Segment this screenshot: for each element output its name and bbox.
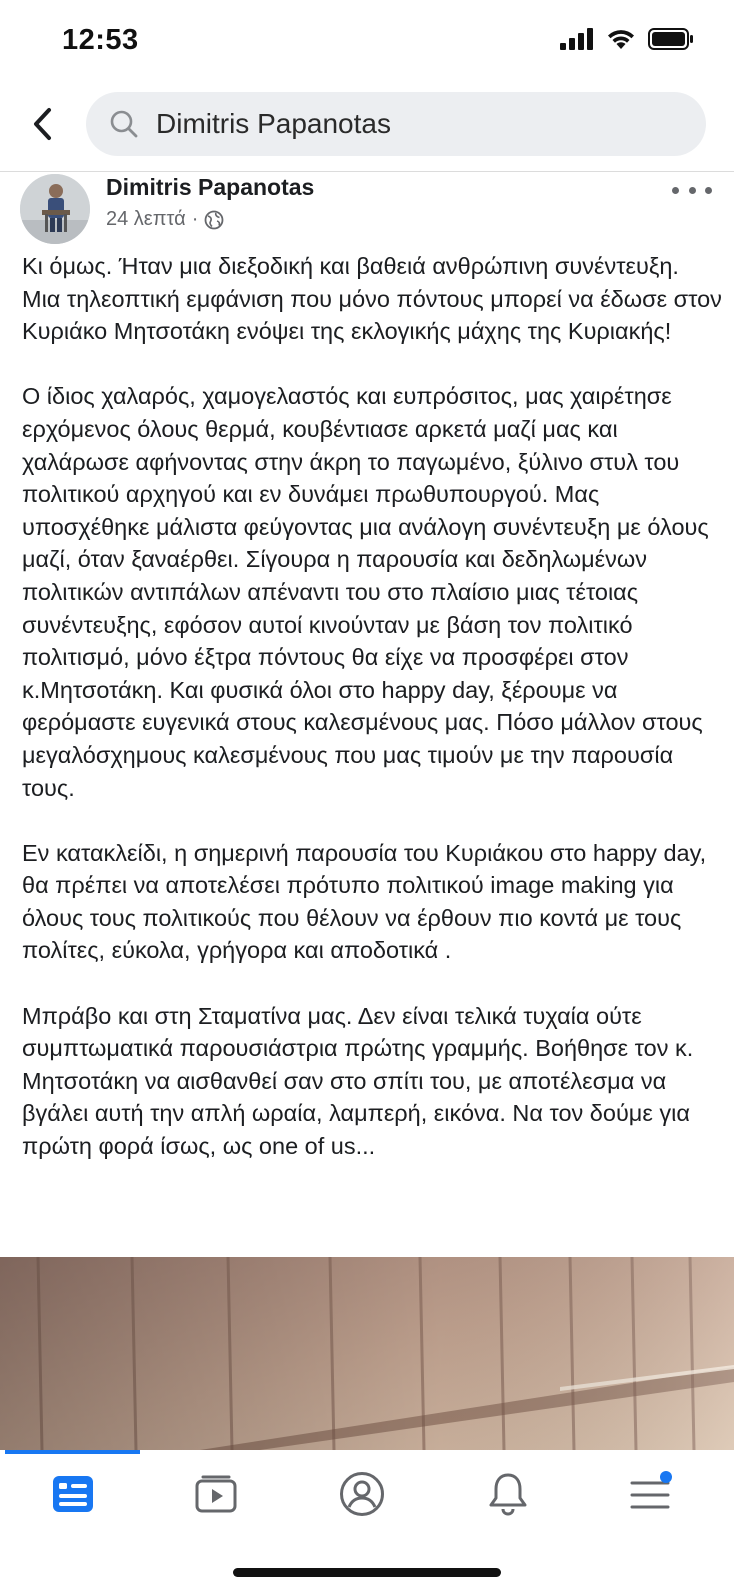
post-meta xyxy=(106,208,224,231)
search-icon xyxy=(108,108,140,140)
wifi-icon xyxy=(606,28,636,50)
search-input[interactable] xyxy=(86,92,706,156)
globe-icon xyxy=(204,210,224,230)
post-paragraph: Κι όμως. Ήταν μια διεξοδική και βαθειά ανθρώπινη συνέντευξη. Μια τηλεοπτική εμφάνιση που μόνο πόντους μπορεί να έδωσε στον Κυριάκο Μητσοτάκη ενόψει της εκλογικής μάχης της Κυριακής! xyxy=(22,253,722,345)
post-time[interactable]: 24 λεπτά xyxy=(106,208,186,230)
bottom-nav xyxy=(0,1450,734,1590)
post-paragraph: Εν κατακλείδι, η σημερινή παρουσία του Κυριάκου στο happy day, θα πρέπει να αποτελέσει πρότυπο πολιτικού image making για όλους τους πολιτικούς που θέλουν να έρθουν πιο κοντά με τους πολίτες, εύκολα, γρήγορα και αποδοτικά . xyxy=(22,839,707,964)
post-header xyxy=(0,172,734,252)
profile-icon xyxy=(339,1471,385,1517)
avatar[interactable] xyxy=(20,174,90,244)
menu-badge xyxy=(660,1471,672,1483)
status-bar xyxy=(0,0,734,80)
battery-icon xyxy=(648,28,694,50)
status-time: 12:53 xyxy=(62,24,139,56)
signal-icon xyxy=(560,28,594,50)
notifications-bell-icon xyxy=(487,1471,529,1517)
menu-icon xyxy=(628,1471,674,1517)
home-indicator[interactable] xyxy=(233,1568,501,1577)
post-photo[interactable] xyxy=(0,1257,734,1450)
watch-video-icon xyxy=(193,1474,239,1514)
post-paragraph: Ο ίδιος χαλαρός, χαμογελαστός και ευπρόσιτος, μας χαιρέτησε ερχόμενος όλους θερμά, κουβέντιασε αρκετά μαζί μας και χαλάρωσε αφήνοντας στην άκρη το παγωμένο, ξύλινο στυλ του πολιτικού αρχηγού και εν δυνάμει πρωθυπουργού. Μας υποσχέθηκε μάλιστα φεύγοντας μια ανάλογη συνέντευξη με όλους μαζί, όταν ξαναέρθει. Σίγουρα η παρουσία και δεδηλωμένων πολιτικών αντιπάλων απέναντι του στο πλαίσιο μιας τέτοιας συνέντευξης, εφόσον αυτοί κινούνταν με βάση τον πολιτικό πολιτισμό, μόνο έξτρα πόντους θα είχε να προσφέρει στον κ.Μητσοτάκη. Και φυσικά όλοι στο happy day, ξέρουμε να φερόμαστε ευγενικά στους καλεσμένους μας. Πόσο μάλλον στους μεγαλόσχημους καλεσμένους που μας τιμούν με την παρουσία τους. xyxy=(22,383,709,801)
nav-watch[interactable] xyxy=(186,1464,246,1524)
nav-menu[interactable] xyxy=(621,1464,681,1524)
status-icons xyxy=(560,28,694,50)
post-paragraph: Μπράβο και στη Σταματίνα μας. Δεν είναι τελικά τυχαία ούτε συμπτωματικά παρουσιάστρια πρώτης γραμμής. Βοήθησε τον κ. Μητσοτάκη να αισθανθεί σαν στο σπίτι του, με αποτέλεσμα να βγάλει αυτή την απλή ωραία, λαμπερή, εικόνα. Να τον δούμε για πρώτη φορά ίσως, ως one of us... xyxy=(22,1002,694,1160)
search-header xyxy=(0,80,734,172)
search-query: Dimitris Papanotas xyxy=(156,108,391,139)
author-name[interactable]: Dimitris Papanotas xyxy=(106,174,315,200)
news-feed-icon xyxy=(51,1474,95,1514)
nav-profile[interactable] xyxy=(332,1464,392,1524)
nav-news-feed[interactable] xyxy=(43,1464,103,1524)
nav-active-indicator xyxy=(5,1450,140,1454)
meta-separator: · xyxy=(191,208,199,230)
more-horizontal-icon xyxy=(672,187,679,194)
back-button[interactable] xyxy=(22,100,62,148)
nav-notifications[interactable] xyxy=(478,1464,538,1524)
chevron-left-icon xyxy=(31,107,53,141)
more-options-button[interactable] xyxy=(672,178,712,202)
post-text xyxy=(22,250,722,1163)
